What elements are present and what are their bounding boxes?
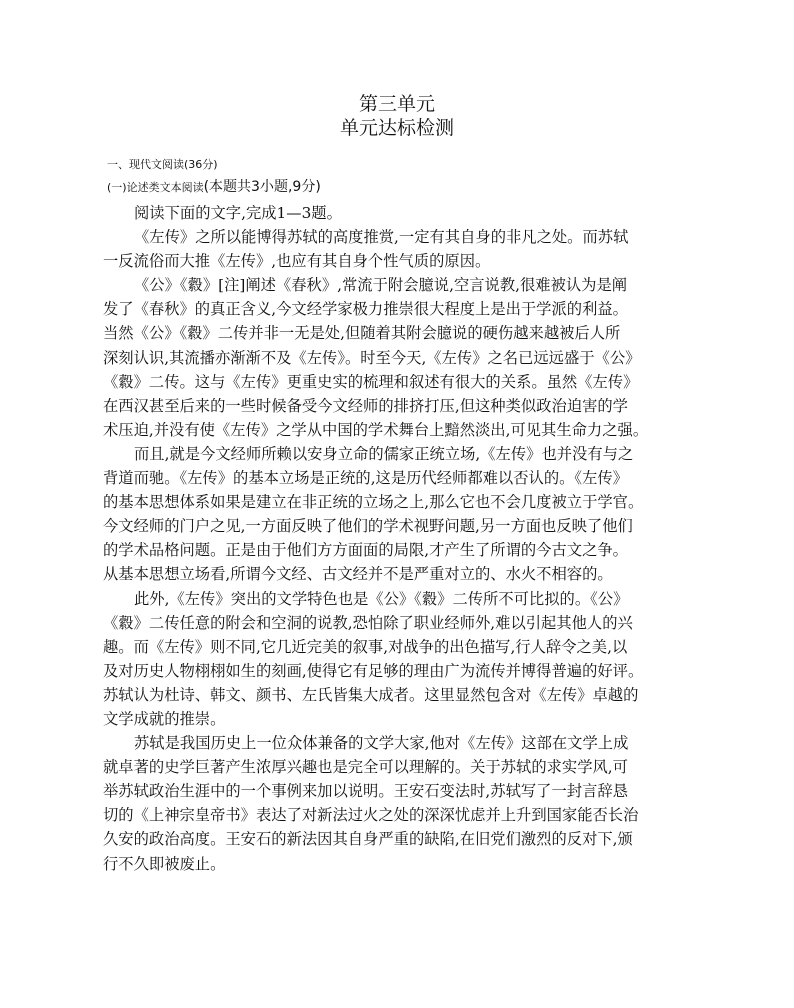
test-subtitle: 单元达标检测 (339, 117, 454, 139)
subsection-label: (一)论述类文本阅读 (107, 181, 204, 194)
passage-line: 此外,《左传》突出的文学特色也是《公》《縠》二传所不可比拟的。《公》 (134, 589, 629, 608)
passage-line: 举苏轼政治生涯中的一个事例来加以说明。王安石变法时,苏轼写了一封言辞恳 (103, 782, 628, 801)
passage-line: 一反流俗而大推《左传》,也应有其自身个性气质的原因。 (103, 252, 491, 271)
passage-line: 当然《公》《縠》二传并非一无是处,但随着其附会臆说的硬伤越来越被后人所 (103, 324, 621, 343)
passage-line: 《左传》之所以能博得苏轼的高度推赏,一定有其自身的非凡之处。而苏轼 (134, 228, 629, 247)
passage-line: 的基本思想体系如果是建立在非正统的立场之上,那么它也不会几度被立于学官。 (103, 493, 644, 512)
passage-line: 的学术品格问题。正是由于他们方方面面的局限,才产生了所谓的今古文之争。 (103, 541, 628, 560)
passage-line: 在西汉甚至后来的一些时候备受今文经师的排挤打压,但这种类似政治迫害的学 (103, 396, 628, 415)
passage-line: 文学成就的推崇。 (103, 709, 226, 728)
passage-line: 趣。而《左传》则不同,它几近完美的叙事,对战争的出色描写,行人辞令之美,以 (103, 637, 628, 656)
passage-line: 苏轼认为杜诗、韩文、颜书、左氏皆集大成者。这里显然包含对《左传》卓越的 (103, 685, 639, 704)
subsection-heading (107, 180, 321, 195)
section-heading: 一、现代文阅读(36分) (107, 158, 218, 171)
passage-line: 《縠》二传任意的附会和空洞的说教,恐怕除了职业经师外,难以引起其他人的兴 (103, 613, 633, 632)
passage-line: 切的《上神宗皇帝书》表达了对新法过火之处的深深忧虑并上升到国家能否长治 (103, 806, 639, 825)
passage-line: 从基本思想立场看,所谓今文经、古文经并不是严重对立的、水火不相容的。 (103, 565, 613, 584)
passage-line: 《縠》二传。这与《左传》更重史实的梳理和叙述有很大的关系。虽然《左传》 (103, 372, 639, 391)
passage-line: 而且,就是今文经师所赖以安身立命的儒家正统立场,《左传》也并没有与之 (134, 444, 634, 463)
passage-line: 发了《春秋》的真正含义,今文经学家极力推崇很大程度上是出于学派的利益。 (103, 300, 628, 319)
passage-line: 及对历史人物栩栩如生的刻画,使得它有足够的理由广为流传并博得普遍的好评。 (103, 661, 644, 680)
passage-line: 行不久即被废止。 (103, 854, 226, 873)
passage-line: 阅读下面的文字,完成1—3题。 (134, 204, 342, 222)
passage-line: 久安的政治高度。王安石的新法因其自身严重的缺陷,在旧党们激烈的反对下,颁 (103, 830, 633, 849)
passage-line: 背道而驰。《左传》的基本立场是正统的,这是历代经师都难以否认的。《左传》 (103, 469, 628, 488)
passage-body (103, 201, 703, 876)
passage-line: 术压迫,并没有使《左传》之学从中国的学术舞台上黯然淡出,可见其生命力之强。 (103, 420, 649, 439)
passage-line: 今文经师的门户之见,一方面反映了他们的学术视野问题,另一方面也反映了他们 (103, 517, 633, 536)
passage-line: 就卓著的史学巨著产生浓厚兴趣也是完全可以理解的。关于苏轼的求实学风,可 (103, 758, 628, 777)
subsection-detail: (本题共3小题,9分) (203, 179, 321, 195)
passage-line: 《公》《縠》[注]阐述《春秋》,常流于附会臆说,空言说教,很难被认为是阐 (134, 276, 628, 295)
passage-line: 深刻认识,其流播亦渐渐不及《左传》。时至今天,《左传》之名已远远盛于《公》 (103, 348, 641, 367)
unit-title: 第三单元 (358, 93, 435, 115)
passage-line: 苏轼是我国历史上一位众体兼备的文学大家,他对《左传》这部在文学上成 (134, 734, 629, 753)
